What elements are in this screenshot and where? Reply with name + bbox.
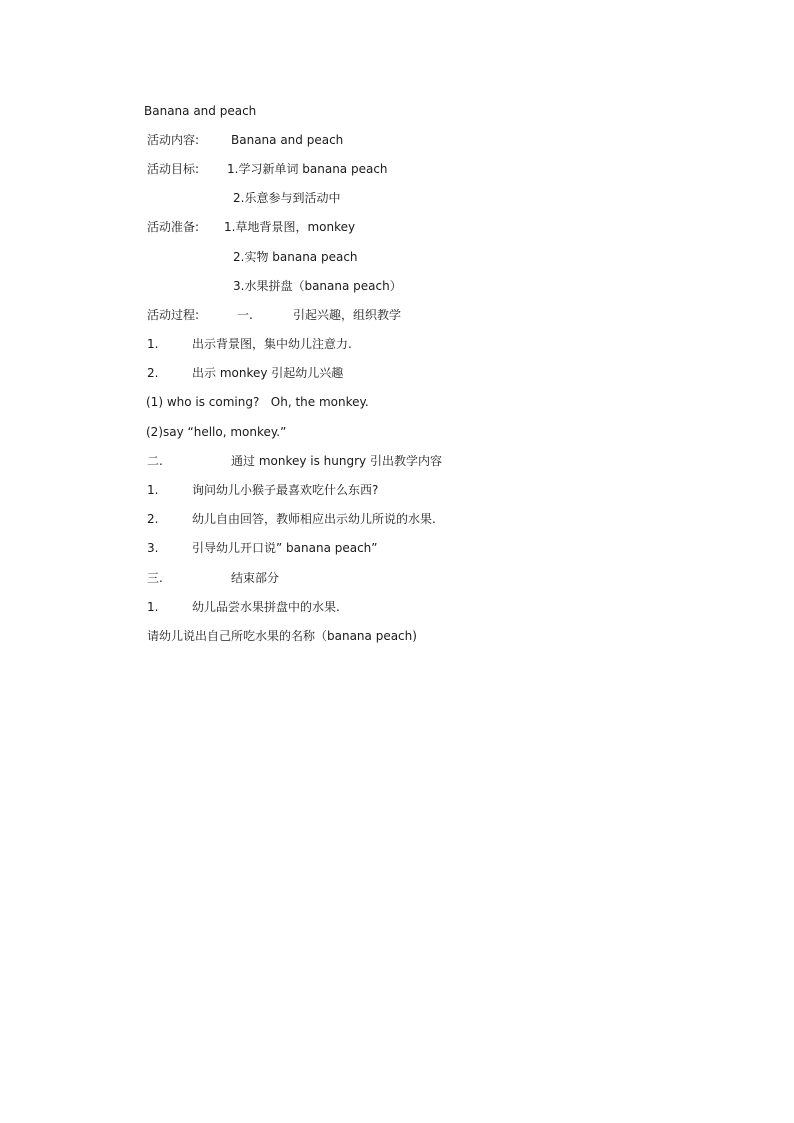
preparation-item: 2.实物 banana peach — [233, 250, 358, 264]
section-title: 通过 monkey is hungry 引出教学内容 — [231, 454, 442, 468]
step-number: 3. — [147, 541, 159, 555]
section-number: 三. — [147, 571, 163, 585]
section-title: 引起兴趣，组织教学 — [293, 308, 402, 322]
step-row — [147, 511, 436, 527]
preparation-row-3 — [233, 278, 402, 294]
section-title: 结束部分 — [231, 571, 280, 585]
preparation-row — [147, 219, 356, 235]
step-row — [147, 365, 344, 381]
process-label: 活动过程: — [147, 308, 200, 322]
step-row — [147, 336, 352, 352]
step-row — [147, 540, 378, 556]
preparation-item: 1.草地背景图，monkey — [224, 220, 356, 234]
goals-label: 活动目标: — [147, 162, 200, 176]
content-label: 活动内容: — [147, 133, 200, 147]
process-row — [147, 307, 402, 323]
step-text: 出示背景图，集中幼儿注意力. — [192, 337, 352, 351]
section-number: 一. — [237, 308, 253, 322]
preparation-label: 活动准备: — [147, 220, 200, 234]
section-row — [147, 453, 442, 469]
step-number: 1. — [147, 337, 159, 351]
step-text: 引导幼儿开口说” banana peach” — [192, 541, 378, 555]
step-number: 2. — [147, 366, 159, 380]
dialogue-line — [146, 424, 287, 440]
dialogue-text: (2)say “hello, monkey.” — [146, 425, 287, 439]
preparation-row-2 — [233, 249, 358, 265]
section-number: 二. — [147, 454, 163, 468]
goal-item: 2.乐意参与到活动中 — [233, 191, 341, 205]
content-row — [147, 132, 344, 148]
content-value: Banana and peach — [231, 133, 344, 147]
dialogue-text: (1) who is coming? Oh, the monkey. — [146, 395, 369, 409]
goals-row-2 — [233, 190, 341, 206]
step-row — [147, 482, 379, 498]
title-text: Banana and peach — [144, 104, 257, 118]
step-row — [147, 599, 340, 615]
step-text: 幼儿品尝水果拼盘中的水果. — [192, 600, 340, 614]
step-number: 1. — [147, 483, 159, 497]
closing-line — [147, 628, 417, 644]
section-row — [147, 570, 280, 586]
step-text: 询问幼儿小猴子最喜欢吃什么东西? — [192, 483, 379, 497]
preparation-item: 3.水果拼盘（banana peach） — [233, 279, 402, 293]
step-number: 2. — [147, 512, 159, 526]
step-text: 幼儿自由回答，教师相应出示幼儿所说的水果. — [192, 512, 436, 526]
closing-text: 请幼儿说出自己所吃水果的名称（banana peach) — [147, 629, 417, 643]
step-number: 1. — [147, 600, 159, 614]
step-text: 出示 monkey 引起幼儿兴趣 — [192, 366, 344, 380]
document-title — [144, 103, 257, 119]
goal-item: 1.学习新单词 banana peach — [227, 162, 388, 176]
goals-row — [147, 161, 388, 177]
dialogue-line — [146, 394, 369, 410]
